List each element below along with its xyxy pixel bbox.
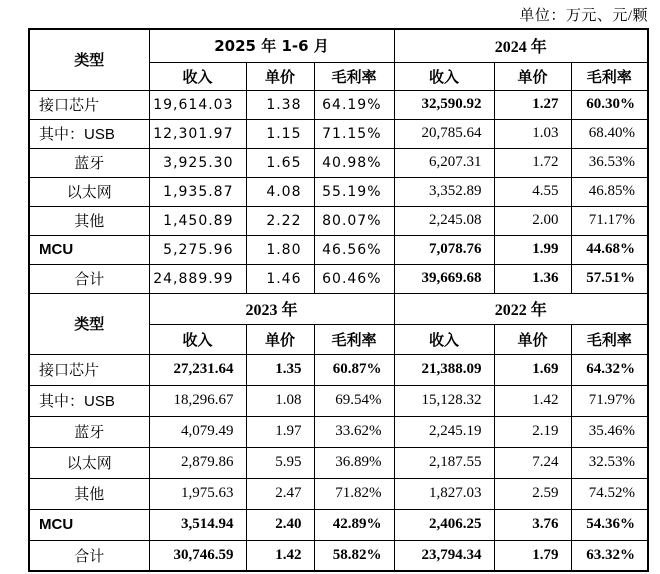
cell-unit-price: 1.79 (494, 540, 571, 571)
col-header-revenue: 收入 (149, 62, 246, 90)
cell-revenue: 2,879.86 (149, 447, 246, 478)
cell-unit-price: 2.59 (494, 478, 571, 509)
table-row (29, 148, 648, 177)
cell-revenue: 27,231.64 (149, 354, 246, 385)
table-header-row (29, 29, 648, 62)
col-header-gross-margin: 毛利率 (314, 62, 394, 90)
cell-unit-price: 1.46 (246, 264, 314, 293)
cell-unit-price: 1.03 (494, 119, 571, 148)
row-label: 合计 (29, 264, 149, 293)
cell-revenue: 24,889.99 (149, 264, 246, 293)
row-label: 接口芯片 (29, 354, 149, 385)
table-row (29, 235, 648, 264)
period-header-2022: 2022 年 (394, 293, 648, 324)
period-header-2023: 2023 年 (149, 293, 394, 324)
cell-unit-price: 2.40 (246, 509, 314, 540)
table-row (29, 354, 648, 385)
units-label: 单位：万元、元/颗 (519, 8, 648, 24)
cell-gross-margin: 68.40% (571, 119, 648, 148)
row-label: 其他 (29, 478, 149, 509)
cell-revenue: 4,079.49 (149, 416, 246, 447)
cell-revenue: 2,187.55 (394, 447, 494, 478)
cell-revenue: 3,925.30 (149, 148, 246, 177)
row-label: 合计 (29, 540, 149, 571)
cell-unit-price: 1.27 (494, 90, 571, 119)
cell-unit-price: 1.69 (494, 354, 571, 385)
table-row (29, 447, 648, 478)
cell-revenue: 3,352.89 (394, 177, 494, 206)
cell-gross-margin: 58.82% (314, 540, 394, 571)
row-label: MCU (29, 509, 149, 540)
cell-gross-margin: 71.97% (571, 385, 648, 416)
cell-revenue: 2,245.19 (394, 416, 494, 447)
type-header: 类型 (29, 29, 149, 90)
cell-unit-price: 4.55 (494, 177, 571, 206)
cell-revenue: 1,975.63 (149, 478, 246, 509)
cell-gross-margin: 35.46% (571, 416, 648, 447)
table-row (29, 478, 648, 509)
cell-unit-price: 1.38 (246, 90, 314, 119)
cell-revenue: 12,301.97 (149, 119, 246, 148)
row-label: 其他 (29, 206, 149, 235)
row-label: 其中：USB (29, 119, 149, 148)
col-header-revenue: 收入 (149, 324, 246, 354)
cell-revenue: 18,296.67 (149, 385, 246, 416)
table-row (29, 540, 648, 571)
cell-gross-margin: 69.54% (314, 385, 394, 416)
cell-unit-price: 5.95 (246, 447, 314, 478)
cell-revenue: 19,614.03 (149, 90, 246, 119)
row-label: 其中：USB (29, 385, 149, 416)
table-row (29, 264, 648, 293)
row-label: 以太网 (29, 447, 149, 478)
cell-gross-margin: 44.68% (571, 235, 648, 264)
cell-gross-margin: 42.89% (314, 509, 394, 540)
cell-gross-margin: 71.15% (314, 119, 394, 148)
cell-revenue: 2,406.25 (394, 509, 494, 540)
cell-unit-price: 2.00 (494, 206, 571, 235)
table-row (29, 90, 648, 119)
cell-unit-price: 1.65 (246, 148, 314, 177)
row-label: 接口芯片 (29, 90, 149, 119)
cell-gross-margin: 60.87% (314, 354, 394, 385)
cell-unit-price: 1.97 (246, 416, 314, 447)
cell-gross-margin: 74.52% (571, 478, 648, 509)
cell-unit-price: 7.24 (494, 447, 571, 478)
cell-revenue: 7,078.76 (394, 235, 494, 264)
cell-unit-price: 2.22 (246, 206, 314, 235)
col-header-unit-price: 单价 (494, 324, 571, 354)
row-label: 蓝牙 (29, 416, 149, 447)
col-header-gross-margin: 毛利率 (571, 324, 648, 354)
table-row (29, 509, 648, 540)
col-header-gross-margin: 毛利率 (314, 324, 394, 354)
cell-gross-margin: 80.07% (314, 206, 394, 235)
table-row (29, 206, 648, 235)
col-header-unit-price: 单价 (246, 62, 314, 90)
cell-revenue: 39,669.68 (394, 264, 494, 293)
cell-gross-margin: 63.32% (571, 540, 648, 571)
cell-revenue: 1,450.89 (149, 206, 246, 235)
cell-gross-margin: 40.98% (314, 148, 394, 177)
table-row (29, 416, 648, 447)
col-header-revenue: 收入 (394, 62, 494, 90)
row-label: 以太网 (29, 177, 149, 206)
cell-gross-margin: 54.36% (571, 509, 648, 540)
cell-revenue: 23,794.34 (394, 540, 494, 571)
cell-unit-price: 1.42 (494, 385, 571, 416)
cell-gross-margin: 32.53% (571, 447, 648, 478)
cell-unit-price: 3.76 (494, 509, 571, 540)
cell-gross-margin: 71.17% (571, 206, 648, 235)
cell-gross-margin: 46.85% (571, 177, 648, 206)
table-row (29, 385, 648, 416)
cell-gross-margin: 71.82% (314, 478, 394, 509)
table-row (29, 177, 648, 206)
cell-gross-margin: 33.62% (314, 416, 394, 447)
cell-revenue: 30,746.59 (149, 540, 246, 571)
cell-unit-price: 1.42 (246, 540, 314, 571)
table-header-row (29, 293, 648, 324)
col-header-unit-price: 单价 (494, 62, 571, 90)
cell-revenue: 5,275.96 (149, 235, 246, 264)
period-header-2025h1: 2025 年 1-6 月 (149, 29, 394, 62)
cell-gross-margin: 60.46% (314, 264, 394, 293)
period-header-2024: 2024 年 (394, 29, 648, 62)
cell-unit-price: 1.99 (494, 235, 571, 264)
cell-revenue: 21,388.09 (394, 354, 494, 385)
cell-unit-price: 1.35 (246, 354, 314, 385)
cell-unit-price: 1.15 (246, 119, 314, 148)
cell-gross-margin: 60.30% (571, 90, 648, 119)
cell-revenue: 1,935.87 (149, 177, 246, 206)
row-label: MCU (29, 235, 149, 264)
cell-revenue: 1,827.03 (394, 478, 494, 509)
cell-revenue: 2,245.08 (394, 206, 494, 235)
financial-table (28, 28, 649, 572)
col-header-unit-price: 单价 (246, 324, 314, 354)
cell-unit-price: 1.72 (494, 148, 571, 177)
col-header-revenue: 收入 (394, 324, 494, 354)
col-header-gross-margin: 毛利率 (571, 62, 648, 90)
cell-revenue: 15,128.32 (394, 385, 494, 416)
cell-unit-price: 2.47 (246, 478, 314, 509)
row-label: 蓝牙 (29, 148, 149, 177)
cell-revenue: 6,207.31 (394, 148, 494, 177)
cell-revenue: 20,785.64 (394, 119, 494, 148)
table-row (29, 119, 648, 148)
cell-gross-margin: 64.19% (314, 90, 394, 119)
cell-gross-margin: 46.56% (314, 235, 394, 264)
cell-unit-price: 1.08 (246, 385, 314, 416)
cell-gross-margin: 36.89% (314, 447, 394, 478)
cell-revenue: 32,590.92 (394, 90, 494, 119)
cell-unit-price: 1.36 (494, 264, 571, 293)
cell-unit-price: 2.19 (494, 416, 571, 447)
type-header: 类型 (29, 293, 149, 354)
cell-revenue: 3,514.94 (149, 509, 246, 540)
cell-unit-price: 1.80 (246, 235, 314, 264)
cell-gross-margin: 55.19% (314, 177, 394, 206)
cell-gross-margin: 57.51% (571, 264, 648, 293)
cell-gross-margin: 36.53% (571, 148, 648, 177)
cell-gross-margin: 64.32% (571, 354, 648, 385)
cell-unit-price: 4.08 (246, 177, 314, 206)
